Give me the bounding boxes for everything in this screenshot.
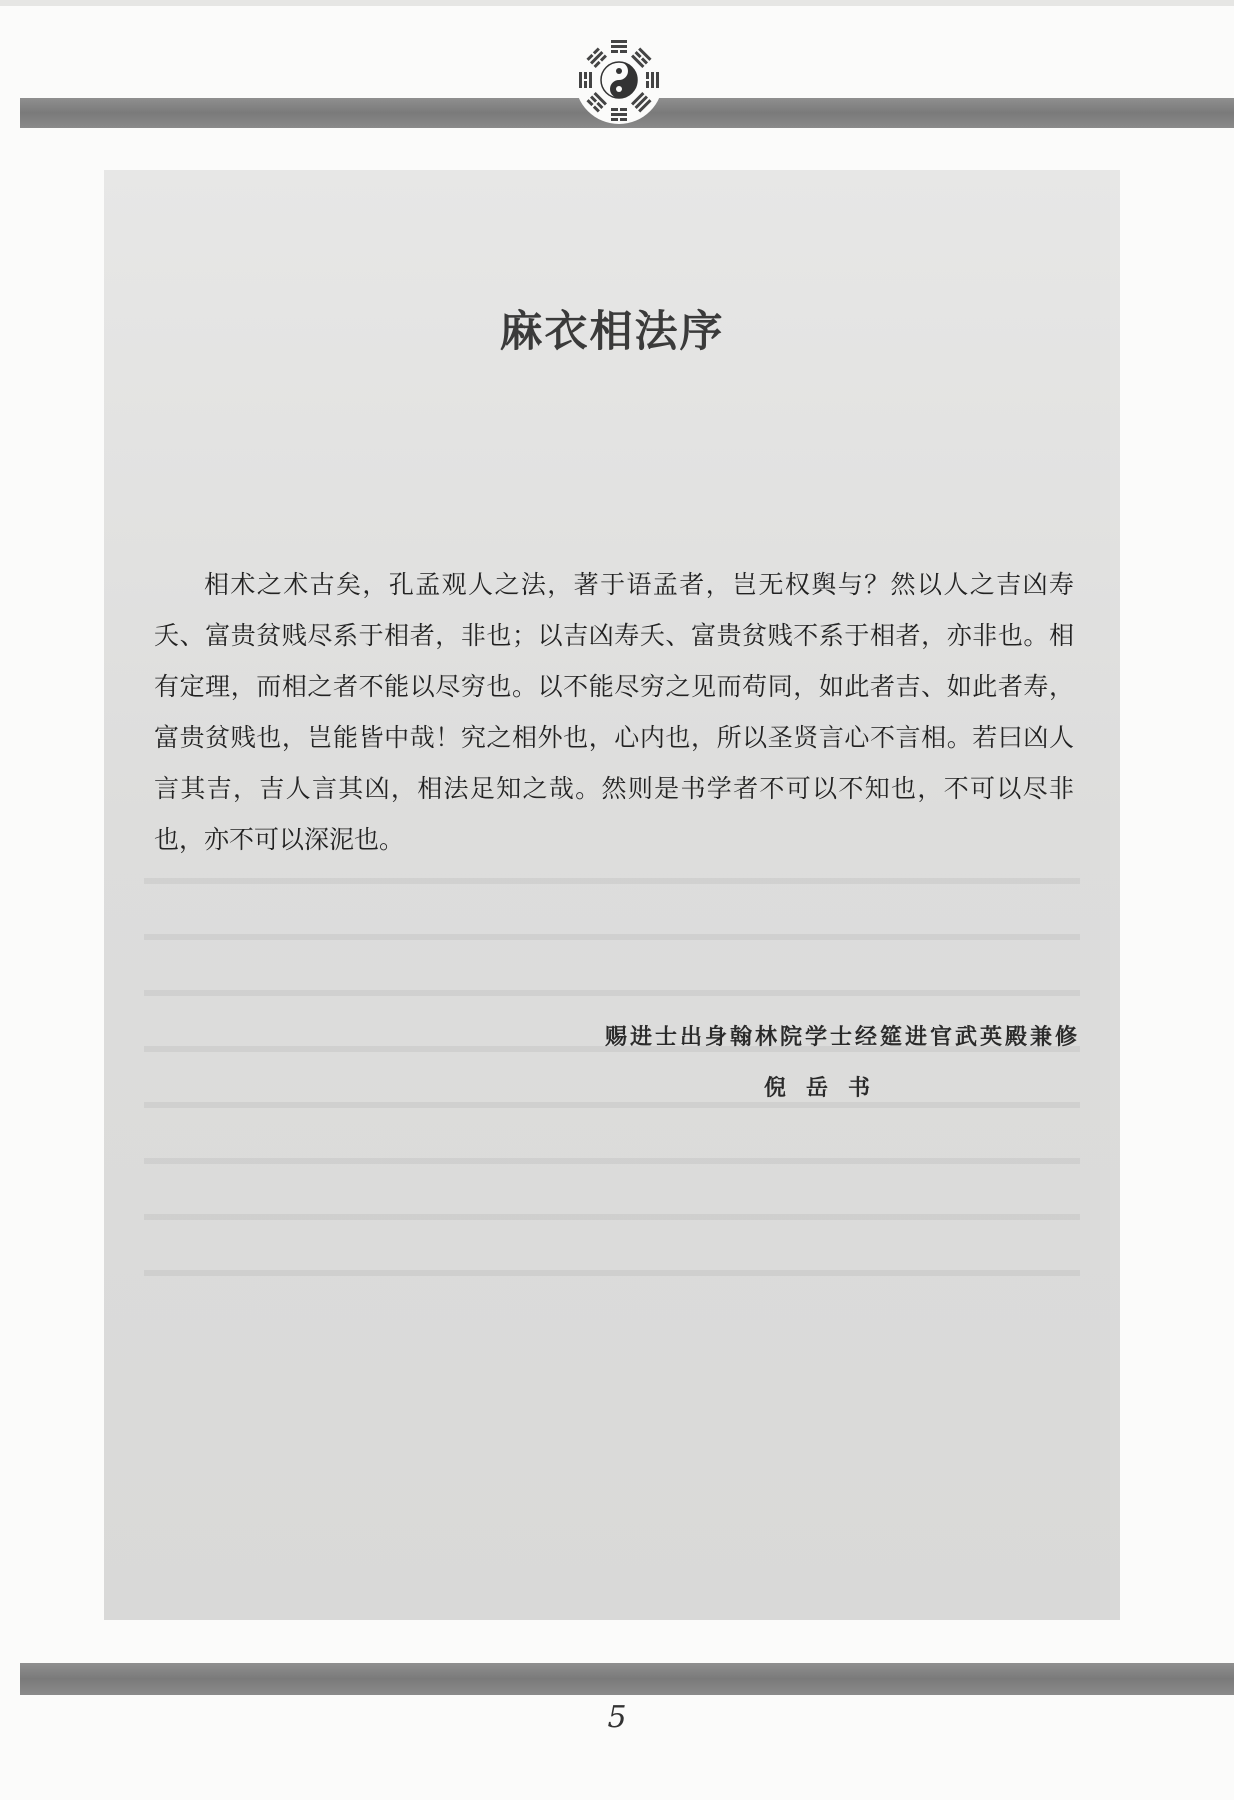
footer-band [20, 1663, 1234, 1695]
bagua-yin-yang-icon [575, 36, 663, 124]
content-panel [104, 170, 1120, 1620]
signature-block [605, 1012, 1080, 1114]
signature-title-line: 赐进士出身翰林院学士经筵进官武英殿兼修 [604, 1024, 1080, 1050]
page-number: 5 [607, 1700, 627, 1735]
preface-paragraph: 相术之术古矣，孔孟观人之法，著于语孟者，岂无权舆与？然以人之吉凶寿夭、富贵贫贱尽系于相者，非也；以吉凶寿夭、富贵贫贱不系于相者，亦非也。相有定理，而相之者不能以尽穷也。以不能尽穷之见而苟同，如此者吉、如此者寿，富贵贫贱也，岂能皆中哉！究之相外也，心内也，所以圣贤言心不言相。若曰凶人言其吉，吉人言其凶，相法足知之哉。然则是书学者不可以不知也，不可以尽非也，亦不可以深泥也。 [154, 570, 1074, 854]
page-title: 麻衣相法序 [499, 307, 725, 357]
signature-name-line: 倪岳书 [763, 1075, 890, 1101]
